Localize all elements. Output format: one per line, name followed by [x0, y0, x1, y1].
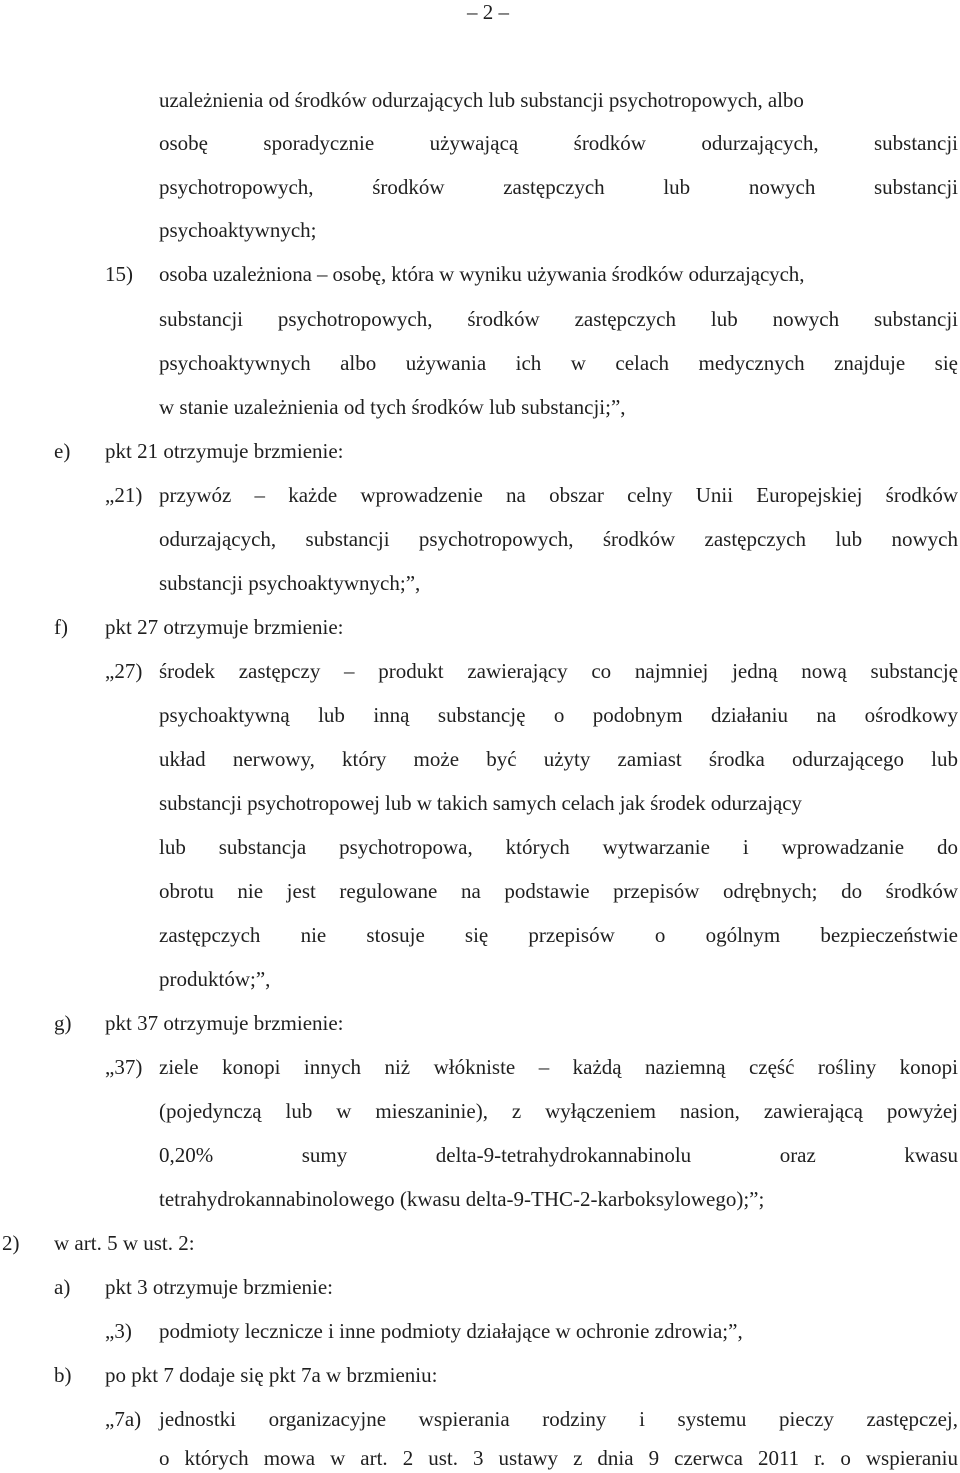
point-21-label: „21) — [105, 483, 143, 507]
item-e-label: e) — [54, 439, 71, 463]
item-b-label: b) — [54, 1363, 72, 1387]
text-line: osobę sporadycznie używającą środków odurzających, substancji — [159, 131, 958, 155]
text-line: obrotu nie jest regulowane na podstawie przepisów odrębnych; do środków — [159, 879, 958, 903]
text-line: pkt 27 otrzymuje brzmienie: — [105, 615, 344, 639]
text-line: podmioty lecznicze i inne podmioty działające w ochronie zdrowia;”, — [159, 1319, 743, 1343]
text-line: substancji psychoaktywnych;”, — [159, 571, 421, 595]
text-line: zastępczych nie stosuje się przepisów o ogólnym bezpieczeństwie — [159, 923, 958, 947]
text-line: uzależnienia od środków odurzających lub substancji psychotropowych, albo — [159, 88, 804, 112]
point-7a-label: „7a) — [105, 1407, 142, 1431]
text-line: układ nerwowy, który może być użyty zamiast środka odurzającego lub — [159, 747, 958, 771]
point-3-label: „3) — [105, 1319, 132, 1343]
text-line: psychoaktywnych albo używania ich w celach medycznych znajduje się — [159, 351, 958, 375]
text-line: w art. 5 w ust. 2: — [54, 1231, 195, 1255]
text-line: pkt 3 otrzymuje brzmienie: — [105, 1275, 334, 1299]
text-line: w stanie uzależnienia od tych środków lub substancji;”, — [159, 395, 626, 419]
item-a-label: a) — [54, 1275, 71, 1299]
text-line: substancji psychotropowej lub w takich samych celach jak środek odurzający — [159, 791, 802, 815]
item-2-label: 2) — [2, 1231, 20, 1255]
text-line: 0,20% sumy delta-9-tetrahydrokannabinolu oraz kwasu — [159, 1143, 958, 1167]
item-f-label: f) — [54, 615, 68, 639]
text-line: o których mowa w art. 2 ust. 3 ustawy z dnia 9 czerwca 2011 r. o wspieraniu — [159, 1446, 958, 1470]
text-line: po pkt 7 dodaje się pkt 7a w brzmieniu: — [105, 1363, 438, 1387]
text-line: psychoaktywnych; — [159, 218, 317, 242]
point-37-label: „37) — [105, 1055, 143, 1079]
text-line: pkt 37 otrzymuje brzmienie: — [105, 1011, 344, 1035]
point-27-label: „27) — [105, 659, 143, 683]
text-line: (pojedynczą lub w mieszaninie), z wyłączeniem nasion, zawierającą powyżej — [159, 1099, 958, 1123]
text-line: jednostki organizacyjne wspierania rodziny i systemu pieczy zastępczej, — [159, 1407, 958, 1431]
text-line: pkt 21 otrzymuje brzmienie: — [105, 439, 344, 463]
text-line: psychoaktywną lub inną substancję o podobnym działaniu na ośrodkowy — [159, 703, 958, 727]
text-line: tetrahydrokannabinolowego (kwasu delta-9-THC-2-karboksylowego);”; — [159, 1187, 765, 1211]
text-line: psychotropowych, środków zastępczych lub nowych substancji — [159, 175, 958, 199]
text-line: środek zastępczy – produkt zawierający co najmniej jedną nową substancję — [159, 659, 958, 683]
text-line: substancji psychotropowych, środków zastępczych lub nowych substancji — [159, 307, 958, 331]
point-15-label: 15) — [105, 262, 133, 286]
text-line: przywóz – każde wprowadzenie na obszar celny Unii Europejskiej środków — [159, 483, 958, 507]
text-line: produktów;”, — [159, 967, 271, 991]
item-g-label: g) — [54, 1011, 72, 1035]
page-number: – 2 – — [467, 0, 509, 24]
text-line: odurzających, substancji psychotropowych, środków zastępczych lub nowych — [159, 527, 958, 551]
text-line: osoba uzależniona – osobę, która w wyniku używania środków odurzających, — [159, 262, 805, 286]
text-line: ziele konopi innych niż włókniste – każdą naziemną część rośliny konopi — [159, 1055, 958, 1079]
text-line: lub substancja psychotropowa, których wytwarzanie i wprowadzanie do — [159, 835, 958, 859]
